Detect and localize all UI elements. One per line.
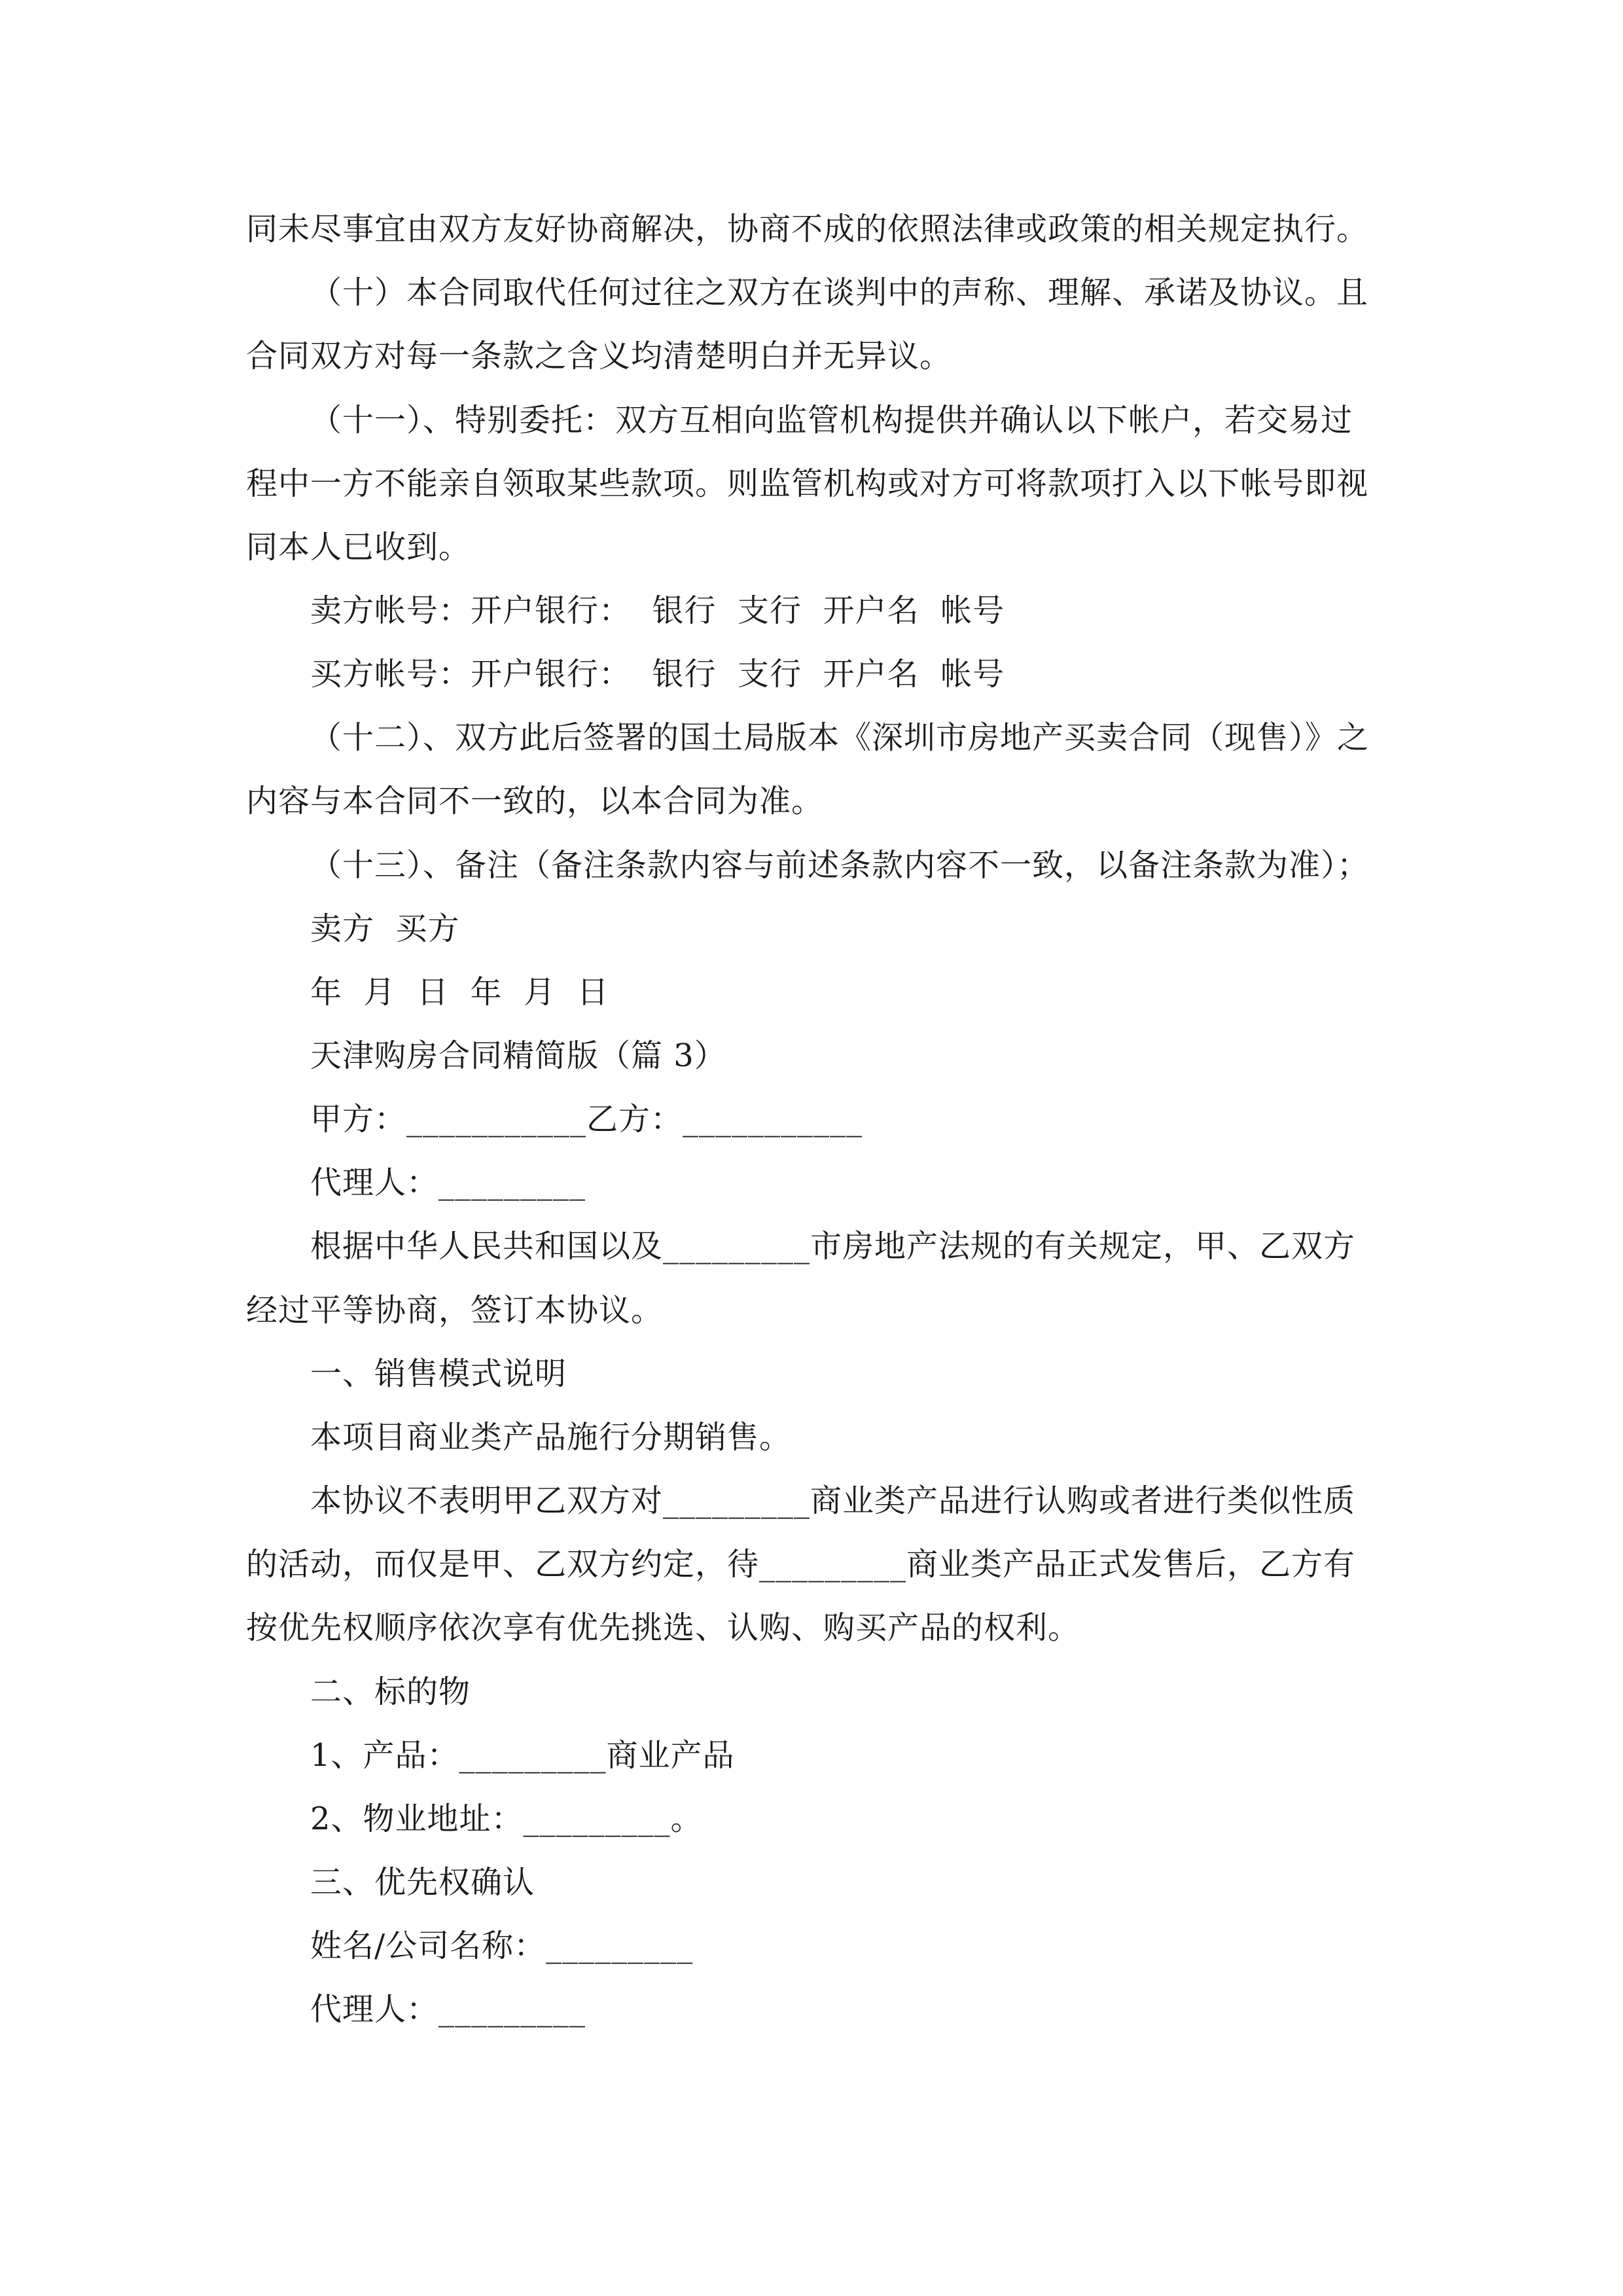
paragraph-line: 同本人已收到。 <box>246 529 471 565</box>
paragraph-line: 根据中华人民共和国以及_________市房地产法规的有关规定，甲、乙双方 <box>310 1228 1356 1265</box>
buyer-account-line: 买方帐号：开户银行： 银行 支行 开户名 帐号 <box>310 656 1005 692</box>
agent-line: 代理人：_________ <box>310 1164 586 1201</box>
product-line: 1、产品：_________商业产品 <box>310 1737 735 1774</box>
clause-11-line: （十一）、特别委托：双方互相向监管机构提供并确认以下帐户，若交易过 <box>310 402 1353 439</box>
section-title: 天津购房合同精简版（篇 3） <box>310 1037 726 1074</box>
paragraph-line: 程中一方不能亲自领取某些款项。则监管机构或对方可将款项打入以下帐号即视 <box>246 465 1369 502</box>
section-heading: 二、标的物 <box>310 1674 471 1710</box>
paragraph-line: 按优先权顺序依次享有优先挑选、认购、购买产品的权利。 <box>246 1609 1080 1646</box>
paragraph-line: 经过平等协商，签订本协议。 <box>246 1292 664 1329</box>
section-heading: 三、优先权确认 <box>310 1864 535 1901</box>
signature-parties-line: 卖方 买方 <box>310 910 460 947</box>
paragraph-line: 内容与本合同不一致的，以本合同为准。 <box>246 783 824 819</box>
clause-13-line: （十三）、备注（备注条款内容与前述条款内容不一致，以备注条款为准）； <box>310 847 1370 884</box>
seller-account-line: 卖方帐号：开户银行： 银行 支行 开户名 帐号 <box>310 592 1005 629</box>
address-line: 2、物业地址：_________。 <box>310 1801 703 1837</box>
paragraph-line: 的活动，而仅是甲、乙双方约定，待_________商业类产品正式发售后，乙方有 <box>246 1546 1356 1583</box>
name-line: 姓名/公司名称：_________ <box>310 1928 694 1964</box>
paragraph-line: 本协议不表明甲乙双方对_________商业类产品进行认购或者进行类似性质 <box>310 1482 1356 1519</box>
clause-10-line: （十）本合同取代任何过往之双方在谈判中的声称、理解、承诺及协议。且 <box>310 274 1369 311</box>
paragraph-line: 本项目商业类产品施行分期销售。 <box>310 1419 792 1456</box>
parties-line: 甲方：___________乙方：___________ <box>310 1101 863 1138</box>
agent-line: 代理人：_________ <box>310 1991 586 2028</box>
section-heading: 一、销售模式说明 <box>310 1355 567 1392</box>
paragraph-line: 同未尽事宜由双方友好协商解决，协商不成的依照法律或政策的相关规定执行。 <box>246 211 1369 247</box>
signature-date-line: 年 月 日 年 月 日 <box>310 974 609 1011</box>
paragraph-line: 合同双方对每一条款之含义均清楚明白并无异议。 <box>246 338 952 374</box>
clause-12-line: （十二）、双方此后签署的国土局版本《深圳市房地产买卖合同（现售）》之 <box>310 719 1370 756</box>
